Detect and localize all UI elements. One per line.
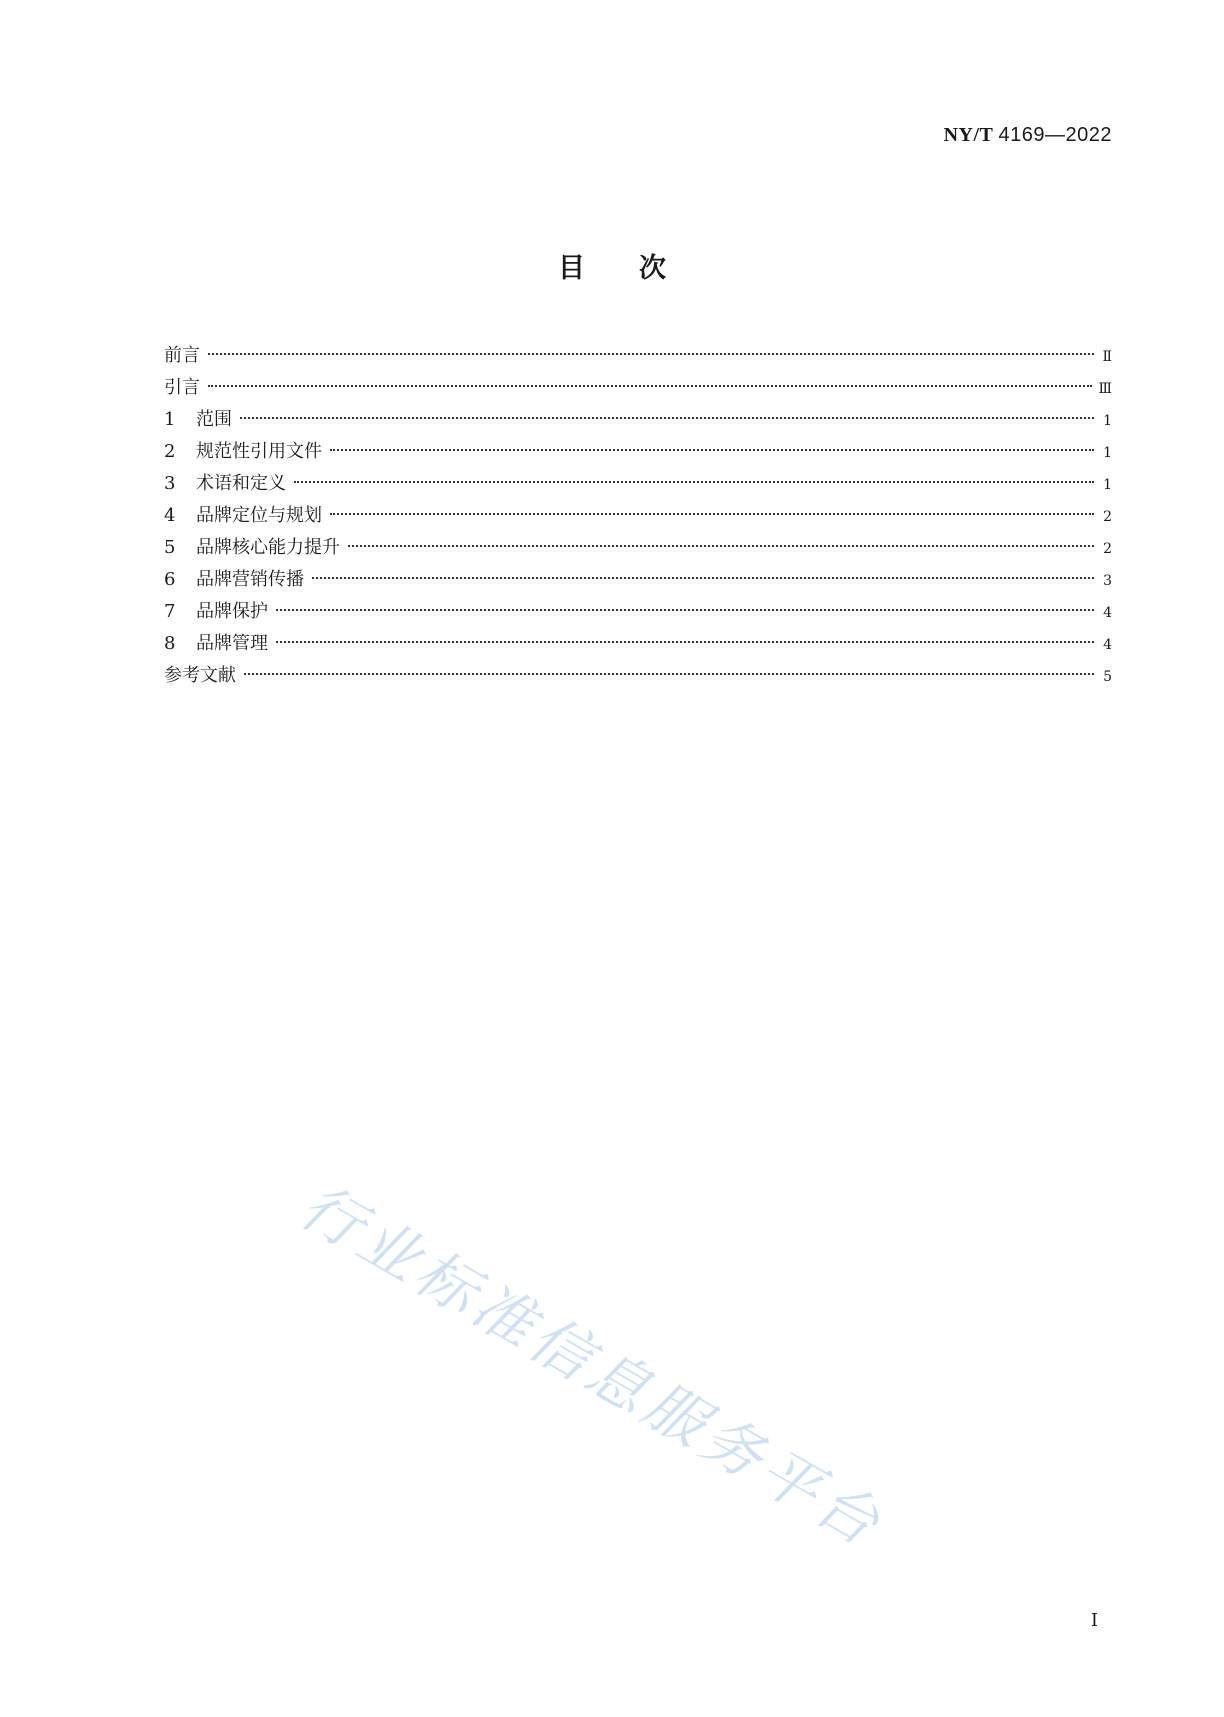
toc-item-brand-management[interactable] [164,628,1112,660]
toc-item-page: 3 [1103,573,1112,589]
toc-item-label: 术语和定义 [196,473,286,494]
toc-item-label: 参考文献 [164,665,236,686]
toc-item-bibliography[interactable] [164,660,1112,692]
toc-leader-dots [294,481,1094,483]
standard-code-number: 4169—2022 [998,124,1112,146]
toc-item-page: 5 [1103,669,1112,685]
toc-item-page: 4 [1103,637,1112,653]
toc-leader-dots [240,417,1094,419]
toc-item-number: 1 [164,409,176,430]
toc-item-number: 3 [164,473,176,494]
toc-item-label: 品牌营销传播 [196,569,304,590]
toc-item-foreword[interactable] [164,340,1112,372]
toc-item-label: 规范性引用文件 [196,441,322,462]
toc-item-label: 品牌定位与规划 [196,505,322,526]
toc-item-page: 2 [1103,509,1112,525]
toc-item-terms-definitions[interactable] [164,468,1112,500]
watermark: 行业标准信息服务平台 [288,1171,896,1562]
toc-leader-dots [312,577,1094,579]
standard-code-prefix: NY/T [943,124,994,146]
toc-item-label: 范围 [196,409,232,430]
standard-code [944,124,1112,147]
toc-item-page: 1 [1103,445,1112,461]
toc-item-number: 2 [164,441,176,462]
toc-item-brand-core-capability[interactable] [164,532,1112,564]
toc-leader-dots [330,449,1094,451]
toc-item-page: 1 [1103,477,1112,493]
toc-item-page: Ⅲ [1098,381,1112,397]
toc-item-number: 5 [164,537,176,558]
toc-item-brand-marketing[interactable] [164,564,1112,596]
toc-leader-dots [348,545,1094,547]
toc-leader-dots [208,385,1092,387]
toc-item-label: 前言 [164,345,200,366]
toc-item-page: 1 [1103,413,1112,429]
toc-item-number: 6 [164,569,176,590]
toc-item-page: Ⅱ [1102,349,1112,365]
toc-item-brand-protection[interactable] [164,596,1112,628]
toc-item-label: 品牌保护 [196,601,268,622]
toc-item-number: 4 [164,505,176,526]
toc-item-number: 7 [164,601,176,622]
toc-item-label: 引言 [164,377,200,398]
toc-item-number: 8 [164,633,176,654]
toc-leader-dots [330,513,1094,515]
page-number: Ⅰ [1090,1610,1098,1631]
toc-leader-dots [208,353,1094,355]
table-of-contents [164,340,1112,692]
toc-leader-dots [276,641,1094,643]
toc-item-label: 品牌管理 [196,633,268,654]
toc-item-page: 2 [1103,541,1112,557]
toc-leader-dots [276,609,1094,611]
toc-item-page: 4 [1103,605,1112,621]
toc-item-normative-references[interactable] [164,436,1112,468]
toc-leader-dots [244,673,1094,675]
toc-item-brand-positioning[interactable] [164,500,1112,532]
toc-item-label: 品牌核心能力提升 [196,537,340,558]
toc-item-introduction[interactable] [164,372,1112,404]
toc-title: 目次 [558,253,720,284]
toc-item-scope[interactable] [164,404,1112,436]
